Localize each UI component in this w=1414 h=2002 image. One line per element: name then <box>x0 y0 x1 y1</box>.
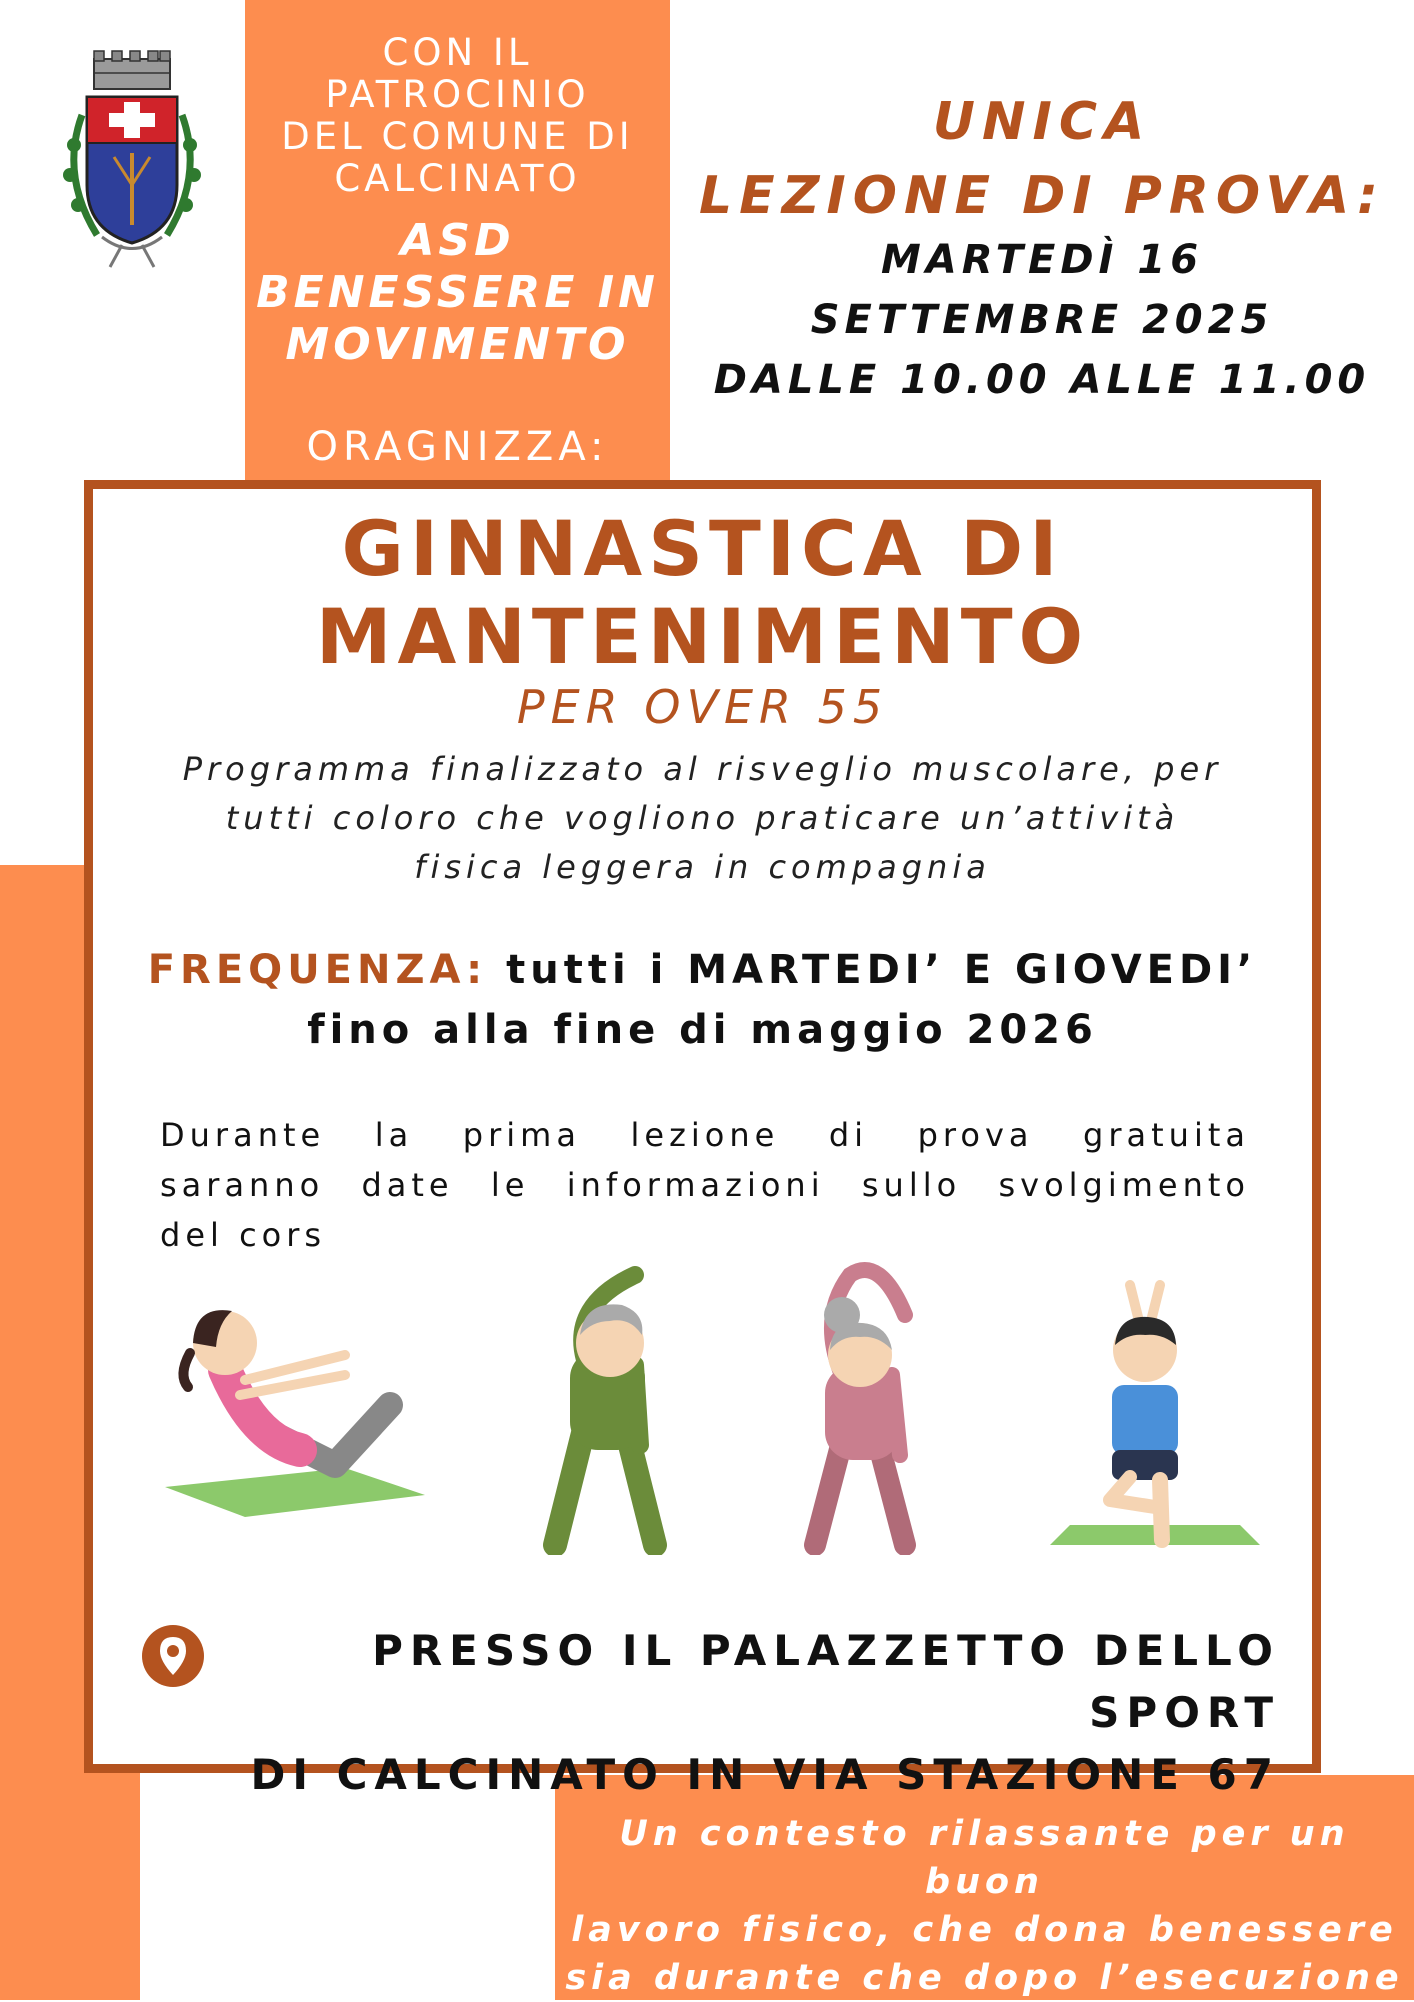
location-address <box>210 1620 1280 1806</box>
address-line: DI CALCINATO IN VIA STAZIONE 67 <box>250 1750 1280 1799</box>
sponsor-line: CALCINATO <box>334 157 581 200</box>
frequency-days: tutti i MARTEDI’ E GIOVEDI’ <box>487 947 1258 993</box>
frequency-label: FREQUENZA: <box>147 947 488 993</box>
sponsor-line: PATROCINIO <box>325 73 590 116</box>
sponsor-text <box>245 32 670 200</box>
description-line: Programma finalizzato al risveglio muscolare, per <box>182 750 1223 788</box>
organizer-line: MOVIMENTO <box>285 319 630 370</box>
organizer-verb: ORAGNIZZA: <box>306 424 609 470</box>
organizer-line: BENESSERE IN <box>256 267 659 318</box>
trial-heading <box>670 85 1414 233</box>
tree-pose-man-icon <box>1030 1245 1260 1569</box>
stretching-old-man-icon <box>530 1255 690 1559</box>
organizer-line: ASD <box>400 215 515 266</box>
organizer-name <box>245 215 670 371</box>
info-line: saranno date le informazioni sullo svolgimento <box>160 1166 1250 1204</box>
address-line: PRESSO IL PALAZZETTO DELLO SPORT <box>372 1626 1280 1737</box>
tagline-line: Un contesto rilassante per un buon <box>619 1814 1350 1902</box>
description-line: tutti coloro che vogliono praticare un’attività <box>225 799 1180 837</box>
coat-of-arms-icon <box>52 45 212 279</box>
trial-date-line: MARTEDÌ 16 <box>880 237 1204 283</box>
tagline-line: lavoro fisico, che dona benessere <box>571 1910 1398 1950</box>
description-line: fisica leggera in compagnia <box>414 848 991 886</box>
course-subtitle: PER OVER 55 <box>516 680 889 734</box>
boat-pose-woman-icon <box>160 1255 430 1529</box>
info-text <box>160 1110 1250 1260</box>
sponsor-line: CON IL <box>382 31 533 74</box>
info-line: Durante la prima lezione di prova gratuita <box>160 1116 1250 1154</box>
frequency-until: fino alla fine di maggio 2026 <box>307 1007 1098 1053</box>
trial-heading-line: UNICA <box>932 92 1152 152</box>
frequency-info <box>110 940 1295 1060</box>
info-line: del cors <box>160 1216 327 1254</box>
tagline-line: sia durante che dopo l’esecuzione <box>565 1958 1404 1998</box>
course-title-line: GINNASTICA DI <box>341 504 1064 593</box>
course-description <box>110 745 1295 892</box>
course-title <box>84 505 1321 681</box>
trial-date <box>670 230 1414 410</box>
tagline <box>555 1810 1414 2002</box>
trial-date-line: SETTEMBRE 2025 <box>810 297 1274 343</box>
trial-heading-line: LEZIONE DI PROVA: <box>699 166 1385 226</box>
location-pin-icon <box>142 1625 204 1691</box>
course-title-line: MANTENIMENTO <box>315 592 1090 681</box>
stretching-old-woman-icon <box>780 1255 940 1559</box>
trial-date-line: DALLE 10.00 ALLE 11.00 <box>713 357 1371 403</box>
sponsor-line: DEL COMUNE DI <box>281 115 634 158</box>
